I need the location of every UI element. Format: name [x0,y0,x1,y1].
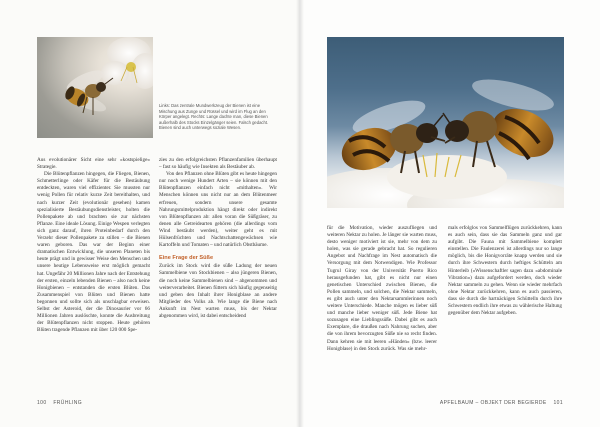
bees-on-blossom-illustration [327,37,564,208]
page-number: 101 [553,400,563,406]
book-gutter [296,0,304,427]
photo-caption: Links: Das zentrale Mundwerkzeug der Bienen ist eine Mischung aus Zunge und Rüssel und wird im Flug an den Körper angelegt. Rechts: Lange dachte man, diese Bienen außerhalb des Stocks Einzelgänger seien. Falsch gedacht. Bienen sind auch unterwegs soziale Wesen. [159,103,269,131]
page-number: 100 [37,400,47,406]
text-column-1 [37,157,150,334]
paragraph: Die Blütenpflanzen hingegen, die Fliegen, Bienen, Schmetterlinge oder Käfer für die Bestäubung entdeckten, waren viel effizienter. Sie mussten nur wenig Pollen für relativ kurze Zeit bereithalten, und nach kurzer Zeit (evolutionär gesehen) kamen spezialisierte Bestäubungsdienstleister, holten die Pollenpakete ab und brachten sie zur nächsten Pflanze. Eine ideale Lösung. Einige Wespen verlegten sich ganz darauf, ihren Proteinbedarf durch den Verzehr dieser Pollenpakete zu stillen – die Bienen waren geboren. Das war der Beginn einer dramatischen Entwicklung, die unseren Planeten bis heute prägt und in gewisser Weise den Menschen und unsere heutige Lebensweise erst möglich gemacht hat. Ungefähr 20 Millionen Jahre nach der Entstehung der ersten, einzeln lebenden Bienen – also noch keine Honigbienen – entstanden die ersten Blüten. Das Zusammenspiel von Blüten und Bienen hatte begonnen und sollte sich als unschlagbar erweisen. Selbst der Asteroid, der die Dinosaurier vor 66 Millionen Jahren auslöschte, konnte die Ausbreitung der Blütenpflanzen nicht stoppen. Heute gehören Blüten tragende Pflanzen mit über 120 000 Spe- [37,171,150,334]
running-head: APFELBAUM – OBJEKT DER BEGIERDE [439,400,547,406]
text-column-2 [159,157,277,320]
paragraph: für die Motivation, wieder auszufliegen und weiteren Nektar zu holen. Je länger sie warten muss, desto weniger motiviert ist sie, mehr von dem zu holen, was sie gerade gebracht hat. So regulieren Angebot und Nachfrage im Nest automatisch die Versorgung mit dem Notwendigen. Wie Professor Tugrul Giray von der Universität Puerto Rico herausgefunden hat, gibt es nicht nur einen genetischen Unterschied zwischen Bienen, die Pollen sammeln, und solchen, die Nektar sammeln, es gibt auch unter den Nektarsammlerinnen noch weitere Unterschiede. Manche mögen es lieber süß und manche lieber weniger süß. Jede Biene hat sozusagen eine Lieblingssüße. Dabei gibt es auch Exemplare, die draußen nach Nahrung suchen, aber die von ihrem bevorzugten Süße nie so recht finden. Dann kehren sie mit leeren «Händen» (bzw. leerer Honigblase) in den Stock zurück. Was sie mehr- [327,225,437,352]
two-bees-photo [327,37,564,208]
right-bee-shape [443,73,561,167]
paragraph: Zurück im Stock wird die süße Ladung der neuen Sammelbiene von Stockbienen – also jüngeren Bienen, die noch keine Sammelbienen sind – abgenommen und weiterverarbeitet. Bienen füttern sich häufig gegenseitig und geben den Inhalt ihrer Honigblase an andere Mitglieder des Volks ab. Wie lange die Biene nach Ankunft im Nest warten muss, bis der Nektar abgenommen wird, ist dabei entscheidend [159,263,277,319]
text-column-3 [327,225,437,353]
running-head: FRÜHLING [53,400,83,406]
section-heading: Eine Frage der Süße [159,255,214,262]
paragraph: zies zu den erfolgreichsten Pflanzenfamilien überhaupt – fast so häufig wie Insekten als Bestäuber ab. [159,157,277,171]
folio-right [440,400,563,406]
paragraph: mals erfolglos von Sammelflügen zurückkehren, kann es auch sein, dass sie das Sammeln ganz und gar aufgibt. Die Fauna mit Sammelbiene komplett einstellen. Die Faulenzerei ist allerdings nur so lange möglich, bis die Honigvorräte knapp werden und sie durch ihre Schwestern durch heftiges Schütteln am Hinterleib («Wissenschaftler sagen dazu «abdominale Vibration») dazu aufgefordert werden, doch wieder Nektar sammeln zu gehen. Wenn sie wieder mehrfach ohne Nektar zurückkehren, kann es auch passieren, dass sie durch die hartnäckigen Schüttelln durch ihre Schwestern endlich ihre etwas zu wählerische Haltung gegenüber dem Nektar aufgeben. [448,225,562,317]
bee-flight-illustration [37,37,153,138]
paragraph: Aus evolutionärer Sicht eine sehr «kostspielige» Strategie. [37,157,150,171]
text-column-4 [448,225,562,317]
paragraph: Von den Pflanzen ohne Blüten gibt es heute hingegen nur noch wenige Hundert Arten – sie können mit den Blütenpflanzen einfach nicht «mithalten». Wir Menschen können uns nicht nur an dem Blütenmeer erfreuen, sondern unsere gesamte Nahrungsmittelproduktion hängt direkt oder indirekt von Blütenpflanzen ab: allen voran die Süßgräser, zu denen alle Getreidearten gehören (die allerdings vom Wind bestäubt werden), weiter geht es mit Hülsenfrüchten und Nachtschattengewächsen wie Kartoffeln und Tomaten – und natürlich Obstbäume. [159,171,277,249]
bee-in-flight-photo [37,37,153,138]
folio-left [37,400,82,406]
